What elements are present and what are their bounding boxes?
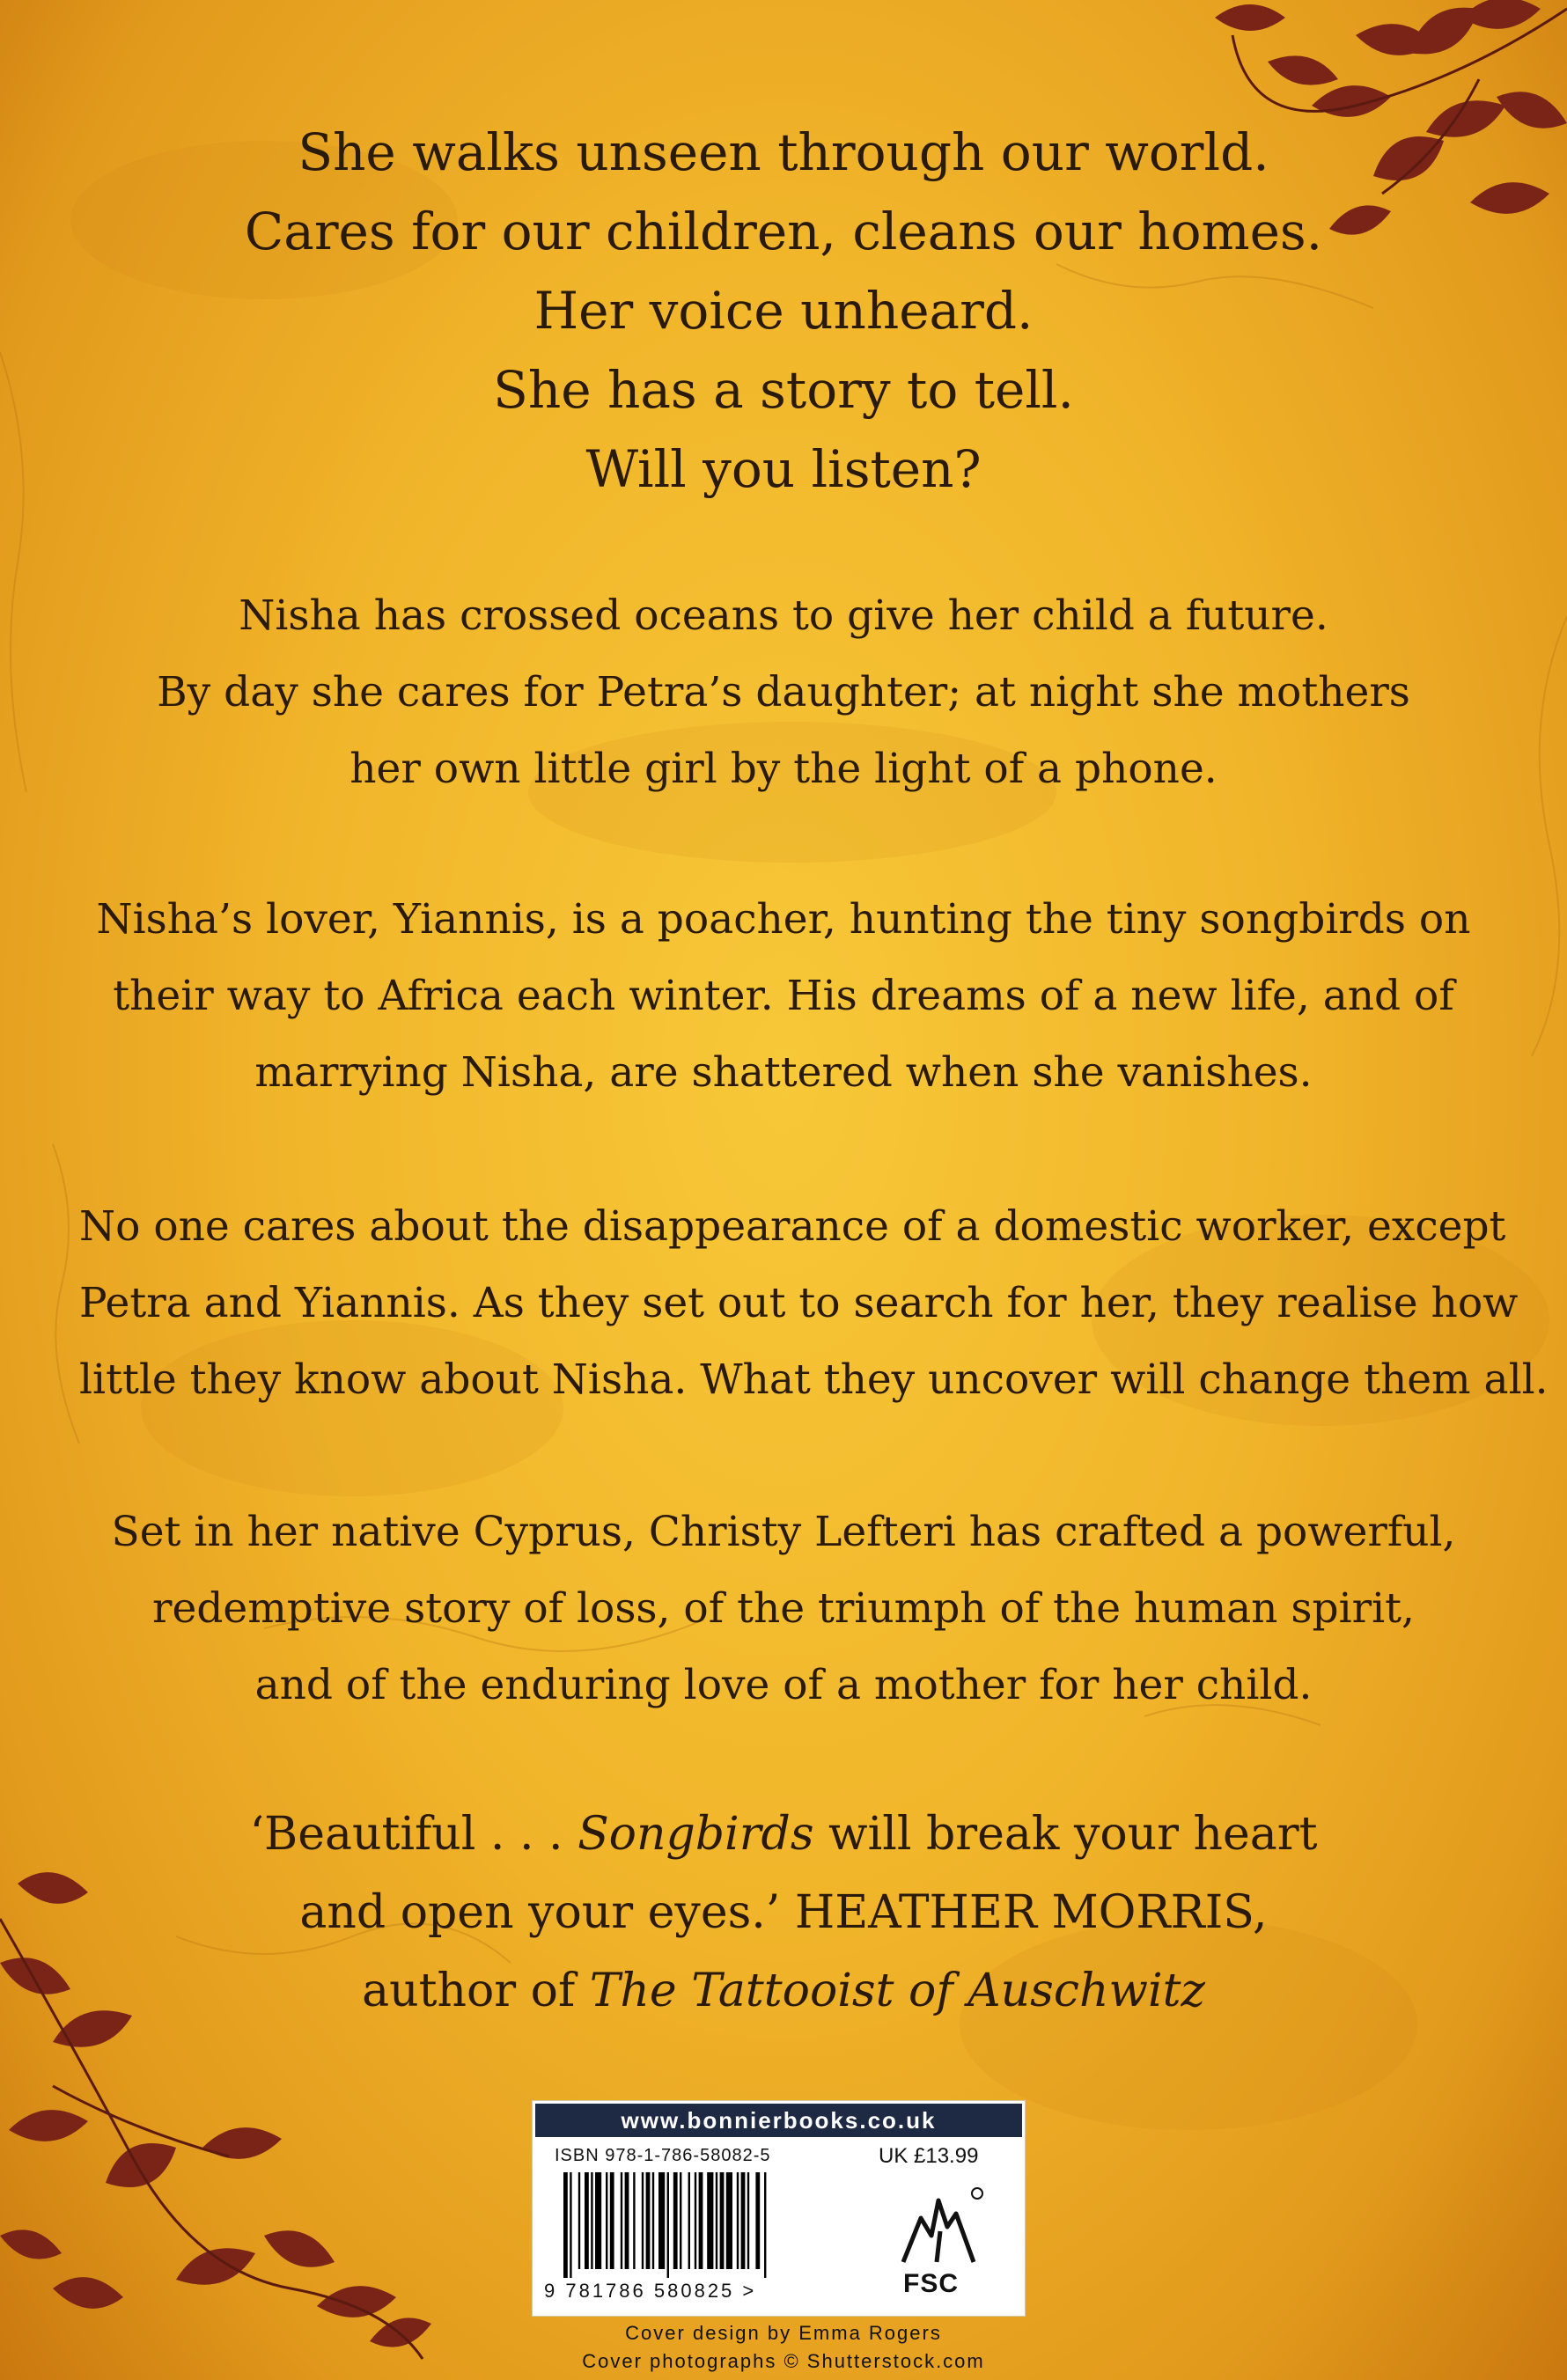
tagline-poem: [0, 113, 1567, 509]
barcode-bar: [606, 2172, 607, 2269]
barcode-bar: [688, 2172, 690, 2269]
barcode-bar: [726, 2172, 732, 2269]
quote-attribution: author of: [362, 1965, 590, 2017]
blurb-line: redemptive story of loss, of the triumph of the human spirit,: [152, 1584, 1415, 1633]
barcode-bar: [747, 2172, 749, 2269]
blurb-paragraph-4: [79, 1494, 1488, 1723]
barcode-bar: [591, 2172, 592, 2269]
barcode-bar: [610, 2172, 614, 2269]
blurb-line: No one cares about the disappearance of a domestic worker, except: [79, 1202, 1506, 1251]
barcode-bar: [595, 2172, 601, 2269]
blurb-line: Nisha has crossed oceans to give her child a future.: [239, 591, 1328, 640]
blurb-line: and of the enduring love of a mother for her child.: [254, 1661, 1313, 1709]
barcode-bar: [652, 2172, 654, 2269]
barcode-bar: [578, 2172, 580, 2269]
barcode-bar: [658, 2172, 665, 2269]
quote-text: will break your heart: [813, 1808, 1318, 1861]
barcode-bar: [707, 2172, 713, 2269]
barcode-bar: [570, 2172, 571, 2278]
quote-line-3: [0, 1952, 1567, 2031]
poem-line: Will you listen?: [585, 439, 982, 499]
barcode-bar: [633, 2172, 635, 2269]
poem-line: She has a story to tell.: [493, 360, 1074, 420]
barcode-bar: [646, 2172, 651, 2269]
poem-line: Cares for our children, cleans our homes.: [244, 202, 1323, 261]
barcode-bar: [716, 2172, 717, 2269]
barcode-bar: [585, 2172, 589, 2269]
blurb-paragraph-1: [79, 577, 1488, 807]
publisher-website[interactable]: www.bonnierbooks.co.uk: [535, 2104, 1022, 2137]
barcode-bar: [673, 2172, 678, 2269]
isbn-number: ISBN 978-1-786-58082-5: [555, 2146, 771, 2165]
barcode-bar: [741, 2172, 746, 2269]
barcode-bar: [720, 2172, 725, 2269]
poem-line: She walks unseen through our world.: [298, 122, 1269, 182]
blurb-line: her own little girl by the light of a phone.: [349, 745, 1218, 793]
blurb-line: By day she cares for Petra’s daughter; at night she mothers: [157, 668, 1410, 716]
blurb-paragraph-3: [79, 1188, 1549, 1418]
quote-text: ‘Beautiful . . .: [249, 1808, 578, 1861]
barcode-bar: [695, 2172, 696, 2269]
blurb-line: little they know about Nisha. What they uncover will change them all.: [79, 1355, 1549, 1404]
review-quote: [0, 1796, 1567, 2031]
barcode-bar: [667, 2172, 669, 2278]
barcode-bar: [755, 2172, 760, 2269]
quote-line-2: and open your eyes.’ HEATHER MORRIS,: [299, 1886, 1268, 1939]
barcode-bar: [642, 2172, 644, 2269]
barcode-bars: [560, 2172, 842, 2278]
poem-line: Her voice unheard.: [533, 281, 1034, 341]
blurb-line: their way to Africa each winter. His dreams of a new life, and of: [113, 972, 1454, 1020]
barcode-digits: 9 781786 580825 >: [544, 2280, 757, 2302]
barcode-panel: [533, 2101, 1025, 2316]
quote-line-1: [0, 1796, 1567, 1874]
cover-design-credit: Cover design by Emma Rogers: [625, 2322, 942, 2344]
fsc-label: FSC: [903, 2269, 959, 2298]
book-title: Songbirds: [578, 1808, 814, 1861]
fsc-tree-icon: [886, 2183, 991, 2267]
barcode-bar: [680, 2172, 681, 2269]
blurb-paragraph-2: [79, 881, 1488, 1111]
cover-photo-credit: Cover photographs © Shutterstock.com: [582, 2350, 985, 2372]
attribution-book-title: The Tattooist of Auschwitz: [589, 1965, 1205, 2017]
barcode-bar: [699, 2172, 703, 2269]
barcode-bar: [764, 2172, 766, 2278]
price-label: UK £13.99: [879, 2144, 979, 2168]
barcode-bar: [563, 2172, 568, 2278]
barcode-bar: [737, 2172, 739, 2269]
blurb-line: Nisha’s lover, Yiannis, is a poacher, hunting the tiny songbirds on: [96, 895, 1471, 944]
blurb-line: Petra and Yiannis. As they set out to search for her, they realise how: [79, 1279, 1519, 1327]
blurb-line: marrying Nisha, are shattered when she vanishes.: [254, 1048, 1313, 1097]
barcode-bar: [621, 2172, 622, 2269]
blurb-line: Set in her native Cyprus, Christy Lefteri has crafted a powerful,: [111, 1508, 1456, 1556]
barcode-bar: [625, 2172, 629, 2269]
